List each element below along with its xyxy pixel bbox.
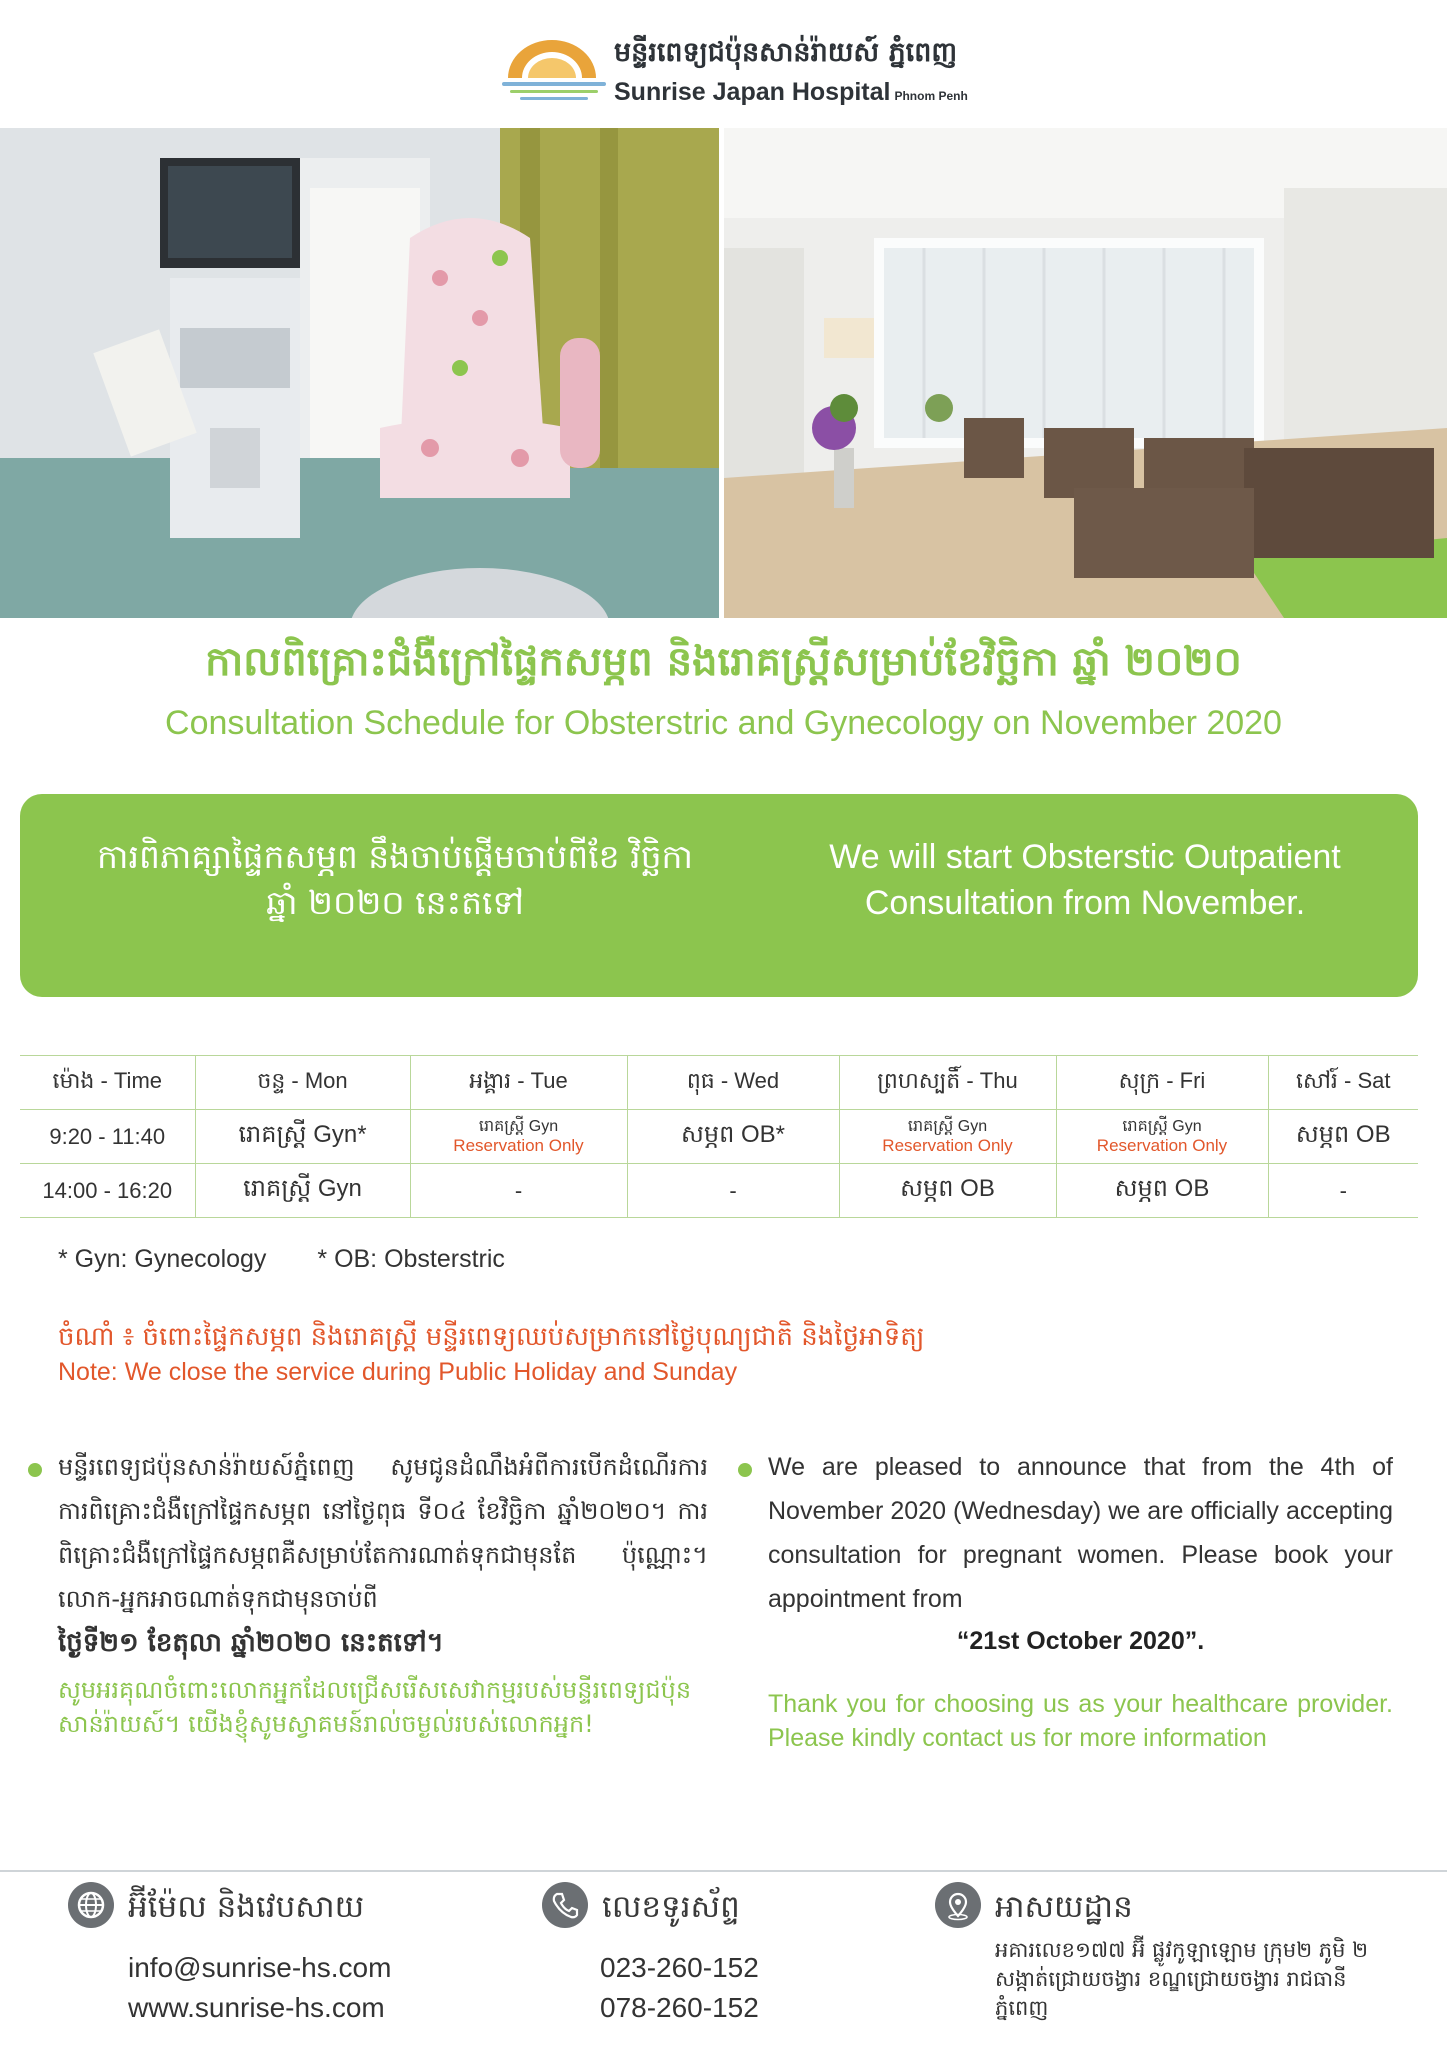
holiday-notice-english: Note: We close the service during Public Holiday and Sunday <box>58 1358 738 1386</box>
cell-tue <box>410 1110 627 1164</box>
announcement-english <box>768 1445 1393 1755</box>
bullet-icon <box>738 1463 752 1477</box>
table-header-row <box>20 1056 1418 1110</box>
phone-icon <box>542 1882 588 1928</box>
website-link[interactable]: www.sunrise-hs.com <box>128 1992 385 2023</box>
sunrise-logo-icon <box>502 34 606 106</box>
cell-mon <box>195 1164 410 1218</box>
banner-khmer-text <box>50 834 740 926</box>
table-row <box>20 1110 1418 1164</box>
cell-wed: - <box>627 1164 839 1218</box>
cell-thu <box>839 1110 1056 1164</box>
header <box>0 0 1447 128</box>
banner-khmer-line-2: ឆ្នាំ ២០២០ នេះតទៅ <box>266 883 524 922</box>
banner-english-text <box>780 834 1390 926</box>
cell-mon <box>195 1110 410 1164</box>
banner-english-line-2: Consultation from November. <box>864 884 1306 922</box>
cell-thu-note: Reservation Only <box>882 1136 1013 1155</box>
abbreviation-footnotes <box>58 1245 549 1274</box>
cell-tue-text: រោគស្ត្រី Gyn <box>478 1118 559 1135</box>
cell-fri-text: រោគស្ត្រី Gyn <box>1122 1118 1202 1135</box>
exam-room-photo <box>0 128 719 618</box>
cell-mon-text: រោគស្ត្រី Gyn* <box>238 1121 367 1148</box>
page-title-english: Consultation Schedule for Obsterstric and Gynecology on November 2020 <box>165 704 1282 742</box>
footer-divider <box>0 1870 1447 1872</box>
cell-wed <box>627 1110 839 1164</box>
header-sat: សៅរ៍ - Sat <box>1268 1056 1418 1110</box>
cell-wed-text: សម្ភព OB* <box>680 1121 785 1148</box>
phone-heading: លេខទូរស័ព្ទ <box>602 1889 740 1925</box>
logo-english-text: Sunrise Japan Hospital <box>614 78 891 106</box>
page-title-khmer: កាលពិគ្រោះជំងឺក្រៅផ្ទៃកសម្ភព និងរោគស្ត្រីសម្រាប់ខែវិច្ឆិកា ឆ្នាំ ២០២០ <box>205 639 1242 685</box>
header-tue: អង្គារ - Tue <box>410 1056 627 1110</box>
cell-tue: - <box>410 1164 627 1218</box>
cell-fri-text: សម្ភព OB <box>1114 1175 1210 1202</box>
cell-fri-note: Reservation Only <box>1096 1136 1228 1155</box>
waiting-room-photo <box>724 128 1447 618</box>
email-link[interactable]: info@sunrise-hs.com <box>128 1952 392 1983</box>
cell-tue-note: Reservation Only <box>453 1136 584 1155</box>
announcement-khmer <box>58 1445 708 1741</box>
cell-sat <box>1268 1110 1418 1164</box>
cell-thu-text: រោគស្ត្រី Gyn <box>907 1118 988 1135</box>
logo-english-name <box>614 78 968 107</box>
announcement-banner <box>20 794 1418 997</box>
footnote-ob: * OB: Obsterstric <box>317 1245 505 1273</box>
consultation-schedule-table <box>20 1055 1418 1218</box>
announcement-khmer-body <box>58 1445 708 1665</box>
cell-fri <box>1056 1110 1268 1164</box>
clinic-photos <box>0 128 1447 618</box>
globe-icon <box>68 1882 114 1928</box>
cell-thu <box>839 1164 1056 1218</box>
header-fri: សុក្រ - Fri <box>1056 1056 1268 1110</box>
announcement-english-date: “21st October 2020”. <box>956 1627 1205 1655</box>
phone-number-2[interactable]: 078-260-152 <box>600 1992 759 2023</box>
footnote-gyn: * Gyn: Gynecology <box>58 1245 267 1273</box>
banner-english-line-1: We will start Obsterstic Outpatient <box>829 838 1341 876</box>
cell-sat: - <box>1268 1164 1418 1218</box>
cell-mon-text: រោគស្ត្រី Gyn <box>243 1175 362 1202</box>
announcement-khmer-date: ថ្ងៃទី២១ ខែតុលា ឆ្នាំ២០២០ នេះតទៅ។ <box>58 1628 444 1658</box>
announcement-english-body: We are pleased to announce that from the 4th of November 2020 (Wednesday) we are officially accepting consultation for pregnant women. Please book your appointment from <box>768 1453 1393 1613</box>
location-pin-icon <box>935 1882 981 1928</box>
row-time: 9:20 - 11:40 <box>20 1110 195 1164</box>
cell-sat-text: សម្ភព OB <box>1295 1121 1391 1148</box>
header-wed: ពុធ - Wed <box>627 1056 839 1110</box>
announcement-khmer-text: មន្ទីរពេទ្យជប៉ុនសាន់រ៉ាយស៍ភ្នំពេញ សូមជូនដំណឹងអំពីការបើកដំណើរការ ការពិគ្រោះជំងឺក្រៅផ្ទៃកសម្ភព នៅថ្ងៃពុធ ទី០៤ ខែវិច្ឆិកា ឆ្នាំ២០២០។ ការពិគ្រោះជំងឺក្រៅផ្ទៃកសម្ភពគឺសម្រាប់តែការណាត់ទុកជាមុនតែ ប៉ុណ្ណោះ។ លោក-អ្នកអាចណាត់ទុកជាមុនចាប់ពី <box>58 1453 708 1613</box>
address-text: អគារលេខ១៧៧ អ៊ី ផ្លូវកូឡាឡោម ក្រុម២ ភូមិ ២ សង្កាត់ជ្រោយចង្វារ ខណ្ឌជ្រោយចង្វារ រាជធានីភ្នំពេញ <box>995 1938 1368 2020</box>
logo-city: Phnom Penh <box>894 89 968 103</box>
email-heading: អ៊ីម៉ែល និងវេបសាយ <box>128 1889 365 1925</box>
banner-khmer-line-1: ការពិភាគ្សាផ្ទៃកសម្ភព នឹងចាប់ផ្តើមចាប់ពីខែ វិច្ឆិកា <box>97 837 693 876</box>
phone-number-1[interactable]: 023-260-152 <box>600 1952 759 1983</box>
bullet-icon <box>28 1463 42 1477</box>
header-mon: ចន្ទ - Mon <box>195 1056 410 1110</box>
thanks-khmer: សូមអរគុណចំពោះលោកអ្នកដែលជ្រើសរើសសេវាកម្មរបស់មន្ទីរពេទ្យជប៉ុនសាន់រ៉ាយស៍។ យើងខ្ញុំសូមស្វាគមន៍រាល់ចម្ងល់របស់លោកអ្នក! <box>58 1676 692 1738</box>
thanks-english: Thank you for choosing us as your healthcare provider. Please kindly contact us for more information <box>768 1690 1393 1752</box>
header-time: ម៉ោង - Time <box>20 1056 195 1110</box>
cell-fri <box>1056 1164 1268 1218</box>
hospital-logo <box>502 30 972 110</box>
table-row <box>20 1164 1418 1218</box>
header-thu: ព្រហស្បតិ៍ - Thu <box>839 1056 1056 1110</box>
logo-khmer-name: មន្ទីរពេទ្យជប៉ុនសាន់រ៉ាយស៍ ភ្នំពេញ <box>614 37 958 68</box>
holiday-notice-khmer: ចំណាំ ៖ ចំពោះផ្ទៃកសម្ភព និងរោគស្ត្រី មន្ទីរពេទ្យឈប់សម្រាកនៅថ្ងៃបុណ្យជាតិ និងថ្ងៃអាទិត្យ <box>58 1322 925 1352</box>
cell-thu-text: សម្ភព OB <box>900 1175 995 1202</box>
row-time: 14:00 - 16:20 <box>20 1164 195 1218</box>
address-heading: អាសយដ្ឋាន <box>995 1889 1133 1925</box>
